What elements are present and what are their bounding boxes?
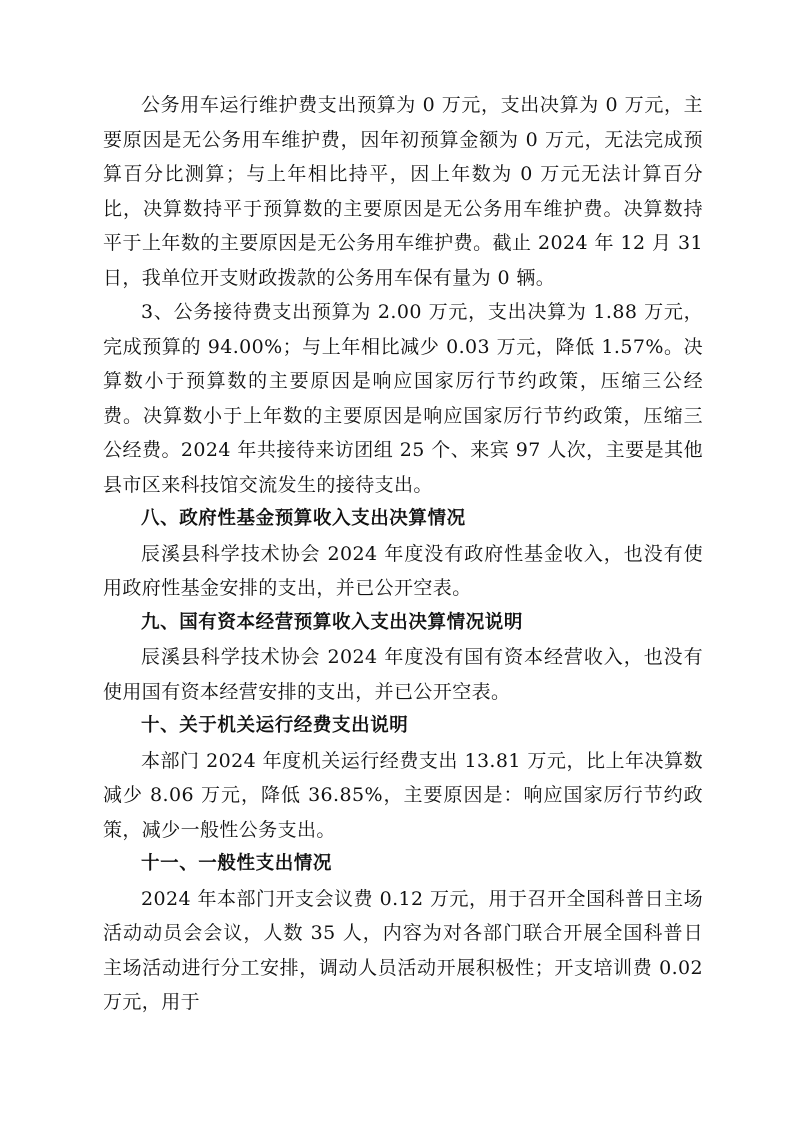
section-heading-general-expense: 十一、一般性支出情况 (141, 853, 333, 874)
section-heading-agency-operation: 十、关于机关运行经费支出说明 (141, 715, 409, 736)
paragraph-gov-fund: 辰溪县科学技术协会 2024 年度没有政府性基金收入，也没有使用政府性基金安排的支出，并已公开空表。 (103, 542, 703, 599)
paragraph-reception-expense: 3、公务接待费支出预算为 2.00 万元，支出决算为 1.88 万元，完成预算的 94.00%；与上年相比减少 0.03 万元，降低 1.57%。决算数小于预算数的主要原因是响应国家厉行节约政策，压缩三公经费。决算数小于上年数的主要原因是响应国家厉行节约政策，压缩三公经费。2024 年共接待来访团组 25 个、来宾 97 人次，主要是其他县市区来科技馆交流发生的接待支出。 (103, 301, 703, 496)
section-heading-gov-fund: 八、政府性基金预算收入支出决算情况 (141, 508, 466, 529)
paragraph-state-capital: 辰溪县科学技术协会 2024 年度没有国有资本经营收入，也没有使用国有资本经营安排的支出，并已公开空表。 (103, 646, 703, 703)
paragraph-vehicle-maintenance: 公务用车运行维护费支出预算为 0 万元，支出决算为 0 万元，主要原因是无公务用车维护费，因年初预算金额为 0 万元，无法完成预算百分比测算；与上年相比持平，因上年数为 0 万元无法计算百分比，决算数持平于预算数的主要原因是无公务用车维护费。决算数持平于上年数的主要原因是无公务用车维护费。截止 2024 年 12 月 31 日，我单位开支财政拨款的公务用车保有量为 0 辆。 (103, 94, 703, 289)
section-heading-state-capital: 九、国有资本经营预算收入支出决算情况说明 (141, 611, 524, 633)
paragraph-general-expense: 2024 年本部门开支会议费 0.12 万元，用于召开全国科普日主场活动动员会会议，人数 35 人，内容为对各部门联合开展全国科普日主场活动进行分工安排，调动人员活动开展积极性；开支培训费 0.02 万元，用于 (103, 887, 703, 1013)
document-page (103, 88, 703, 1020)
paragraph-agency-operation: 本部门 2024 年度机关运行经费支出 13.81 万元，比上年决算数减少 8.06 万元，降低 36.85%，主要原因是：响应国家厉行节约政策，减少一般性公务支出。 (103, 749, 703, 841)
